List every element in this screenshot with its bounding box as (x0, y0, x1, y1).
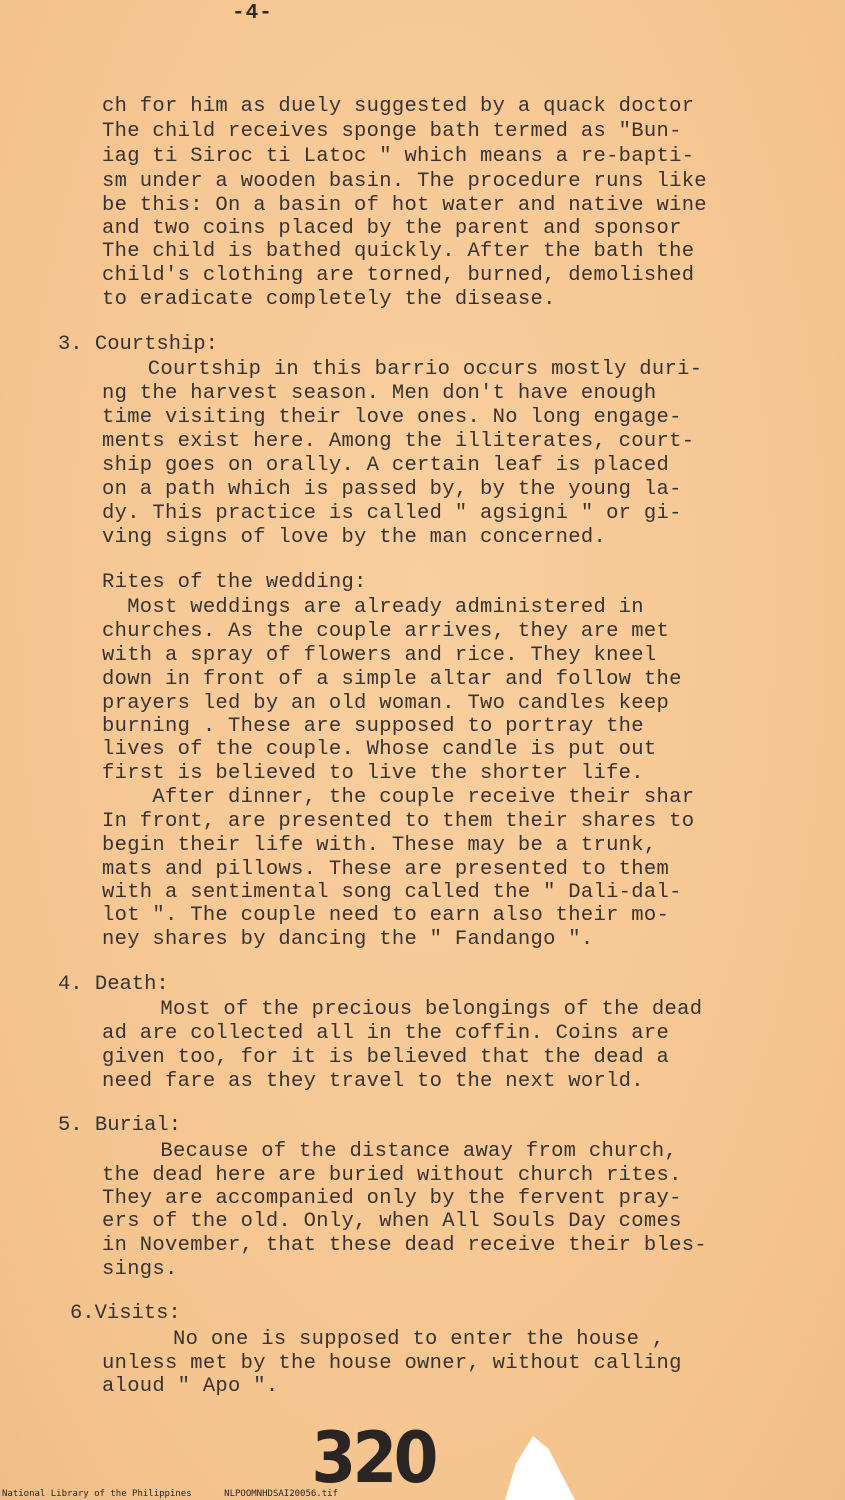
courtship-line: ng the harvest season. Men don't have enough (102, 382, 657, 405)
section-heading-burial: 5. Burial: (58, 1114, 182, 1137)
wedding-line: In front, are presented to them their shares to (102, 810, 695, 833)
wedding-line: prayers led by an old woman. Two candles keep (102, 692, 670, 715)
burial-line: ers of the old. Only, when All Souls Day comes (102, 1210, 682, 1233)
intro-line: be this: On a basin of hot water and native wine (102, 194, 707, 217)
wedding-line: with a sentimental song called the " Dali-dal- (102, 881, 682, 904)
intro-line: iag ti Siroc ti Latoc " which means a re-bapti- (102, 145, 695, 168)
wedding-line: lot ". The couple need to earn also their mo- (102, 904, 670, 927)
death-line: ad are collected all in the coffin. Coins are (102, 1022, 670, 1045)
courtship-line: dy. This practice is called " agsigni " or gi- (102, 502, 682, 525)
section-heading-wedding: Rites of the wedding: (102, 571, 367, 594)
wedding-line: After dinner, the couple receive their shar (102, 786, 695, 809)
intro-line: to eradicate completely the disease. (102, 288, 556, 311)
courtship-line: time visiting their love ones. No long engage- (102, 406, 682, 429)
scan-footer (2, 1488, 845, 1500)
courtship-line: Courtship in this barrio occurs mostly duri- (110, 358, 703, 381)
wedding-line: mats and pillows. These are presented to them (102, 858, 670, 881)
section-heading-visits: 6.Visits: (70, 1302, 181, 1325)
section-heading-death: 4. Death: (58, 973, 169, 996)
burial-line: They are accompanied only by the fervent pray- (102, 1187, 682, 1210)
wedding-line: lives of the couple. Whose candle is put out (102, 738, 657, 761)
intro-line: and two coins placed by the parent and sponsor (102, 217, 682, 240)
courtship-line: ving signs of love by the man concerned. (102, 526, 607, 549)
courtship-line: ments exist here. Among the illiterates, court- (102, 430, 695, 453)
intro-line: ch for him as duely suggested by a quack doctor (102, 95, 695, 118)
archive-stamp-number: 320 (311, 1417, 435, 1499)
wedding-line: burning . These are supposed to portray the (102, 715, 644, 738)
wedding-line: first is believed to live the shorter life. (102, 762, 644, 785)
burial-line: Because of the distance away from church, (110, 1140, 678, 1163)
visits-line: unless met by the house owner, without calling (102, 1352, 682, 1375)
wedding-line: begin their life with. These may be a trunk, (102, 834, 657, 857)
intro-line: child's clothing are torned, burned, demolished (102, 264, 695, 287)
death-line: Most of the precious belongings of the dead (110, 998, 703, 1021)
footer-library: National Library of the Philippines (2, 1489, 192, 1499)
visits-line: No one is supposed to enter the house , (110, 1328, 665, 1351)
courtship-line: on a path which is passed by, by the young la- (102, 478, 682, 501)
wedding-line: churches. As the couple arrives, they are met (102, 620, 670, 643)
wedding-line: Most weddings are already administered in (102, 596, 644, 619)
courtship-line: ship goes on orally. A certain leaf is placed (102, 454, 670, 477)
death-line: need fare as they travel to the next world. (102, 1070, 644, 1093)
visits-line: aloud " Apo ". (102, 1375, 279, 1398)
wedding-line: down in front of a simple altar and follow the (102, 668, 682, 691)
intro-line: sm under a wooden basin. The procedure runs like (102, 170, 707, 193)
footer-filename: NLPOOMNHDSAI20056.tif (224, 1489, 338, 1499)
burial-line: sings. (102, 1258, 178, 1281)
death-line: given too, for it is believed that the dead a (102, 1046, 670, 1069)
burial-line: the dead here are buried without church rites. (102, 1164, 682, 1187)
burial-line: in November, that these dead receive their bles- (102, 1234, 707, 1257)
wedding-line: ney shares by dancing the " Fandango ". (102, 928, 594, 951)
wedding-line: with a spray of flowers and rice. They kneel (102, 644, 657, 667)
page-number: -4- (232, 2, 273, 25)
intro-line: The child receives sponge bath termed as "Bun- (102, 120, 682, 143)
section-heading-courtship: 3. Courtship: (58, 333, 218, 356)
intro-line: The child is bathed quickly. After the bath the (102, 240, 695, 263)
